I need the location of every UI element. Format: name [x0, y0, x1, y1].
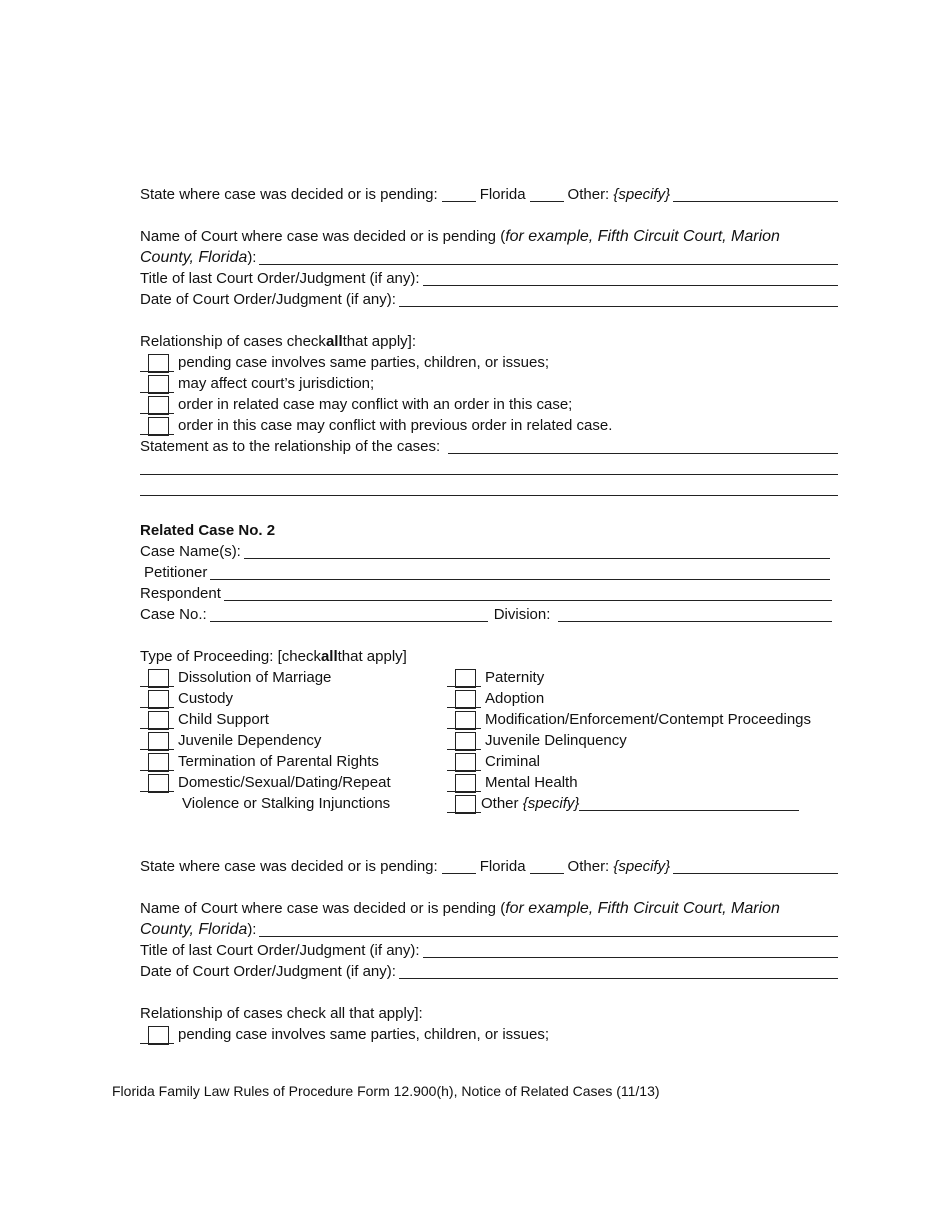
- proceeding-option: [447, 729, 838, 750]
- florida-label: Florida: [479, 186, 526, 203]
- court-example: for example, Fifth Circuit Court, Marion: [505, 228, 780, 245]
- proceeding-label: Child Support: [178, 711, 269, 728]
- proceeding-option: [140, 666, 447, 687]
- respondent-field[interactable]: [224, 586, 832, 601]
- form-body: [140, 183, 838, 1044]
- florida-blank[interactable]: [442, 187, 476, 202]
- proceeding-label: Juvenile Delinquency: [485, 732, 627, 749]
- other-label: Other:: [567, 858, 610, 875]
- relationship-item: [140, 351, 838, 372]
- proceeding-option: [140, 687, 447, 708]
- court-line-1: [140, 225, 838, 246]
- statement-line-3: [140, 477, 838, 498]
- proceeding-option-other: [447, 792, 838, 813]
- relationship-item: [140, 414, 838, 435]
- proceeding-option: [447, 771, 838, 792]
- relationship-heading: [140, 330, 838, 351]
- petitioner-label: Petitioner: [144, 564, 208, 581]
- relationship-item-label: pending case involves same parties, children, or issues;: [178, 1026, 550, 1043]
- proceeding-label: Criminal: [485, 753, 541, 770]
- specify-label: {specify}: [613, 858, 671, 875]
- title-line: [140, 939, 838, 960]
- court-example-cont: County, Florida: [140, 249, 248, 266]
- proceeding-label: Custody: [178, 690, 234, 707]
- case-names-field[interactable]: [244, 544, 830, 559]
- date-line: [140, 288, 838, 309]
- proceeding-label-cont: Violence or Stalking Injunctions: [182, 795, 391, 812]
- specify-label: {specify}: [613, 186, 671, 203]
- checkbox[interactable]: [140, 753, 174, 771]
- court-line-2: [140, 918, 838, 939]
- proceeding-label: Mental Health: [485, 774, 578, 791]
- type-label-bold: all: [320, 648, 338, 665]
- respondent-line: [140, 582, 838, 603]
- relationship-label-bold: all: [325, 333, 343, 350]
- checkbox[interactable]: [447, 795, 481, 813]
- checkbox[interactable]: [140, 669, 174, 687]
- type-heading: [140, 645, 838, 666]
- court-example-cont: County, Florida: [140, 921, 248, 938]
- relationship-item-label: order in related case may conflict with an order in this case;: [178, 396, 573, 413]
- relationship-item-label: order in this case may conflict with previous order in related case.: [178, 417, 613, 434]
- court-line-1: [140, 897, 838, 918]
- proceeding-option: [140, 708, 447, 729]
- court-name-field[interactable]: [259, 250, 838, 265]
- relationship-item: [140, 393, 838, 414]
- court-name-field[interactable]: [259, 922, 838, 937]
- order-title-field[interactable]: [423, 271, 838, 286]
- proceeding-label: Modification/Enforcement/Contempt Proceedings: [485, 711, 812, 728]
- order-date-field[interactable]: [399, 964, 838, 979]
- proceeding-option: [447, 750, 838, 771]
- order-title-field[interactable]: [423, 943, 838, 958]
- checkbox[interactable]: [140, 354, 174, 372]
- proceeding-option: [447, 687, 838, 708]
- checkbox[interactable]: [140, 1026, 174, 1044]
- date-label: Date of Court Order/Judgment (if any):: [140, 291, 396, 308]
- checkbox[interactable]: [140, 375, 174, 393]
- statement-field[interactable]: [140, 481, 838, 496]
- case-names-label: Case Name(s):: [140, 543, 241, 560]
- court-line-2: [140, 246, 838, 267]
- relationship-item-label: may affect court’s jurisdiction;: [178, 375, 375, 392]
- statement-field[interactable]: [448, 439, 838, 454]
- court-example: for example, Fifth Circuit Court, Marion: [505, 900, 780, 917]
- case-no-field[interactable]: [210, 607, 488, 622]
- proceeding-label: Adoption: [485, 690, 545, 707]
- other-type-field[interactable]: [579, 796, 799, 811]
- petitioner-field[interactable]: [210, 565, 830, 580]
- other-label: Other:: [567, 186, 610, 203]
- court-label: Name of Court where case was decided or is pending (: [140, 228, 506, 245]
- petitioner-line: [140, 561, 838, 582]
- checkbox[interactable]: [447, 774, 481, 792]
- checkbox[interactable]: [140, 417, 174, 435]
- court-close: ):: [247, 249, 257, 266]
- proceeding-label: Paternity: [485, 669, 545, 686]
- court-label: Name of Court where case was decided or is pending (: [140, 900, 506, 917]
- state-label: State where case was decided or is pending:: [140, 186, 438, 203]
- proceeding-label: Domestic/Sexual/Dating/Repeat: [178, 774, 391, 791]
- checkbox[interactable]: [447, 753, 481, 771]
- proceeding-option: [140, 750, 447, 771]
- proceeding-option: [140, 729, 447, 750]
- proceeding-types-left: [140, 666, 447, 813]
- state-other-field[interactable]: [673, 859, 838, 874]
- other-type-label: Other: [481, 795, 519, 812]
- relationship-label-pre: Relationship of cases check: [140, 333, 326, 350]
- respondent-label: Respondent: [140, 585, 221, 602]
- florida-blank[interactable]: [442, 859, 476, 874]
- other-type-specify: {specify}: [522, 795, 580, 812]
- relationship-heading: Relationship of cases check all that apply]:: [140, 1005, 423, 1022]
- title-label: Title of last Court Order/Judgment (if any):: [140, 942, 420, 959]
- relationship-item: [140, 1023, 838, 1044]
- proceeding-types-right: [447, 666, 838, 813]
- checkbox[interactable]: [140, 690, 174, 708]
- other-blank[interactable]: [530, 859, 564, 874]
- statement-field[interactable]: [140, 460, 838, 475]
- type-label-post: that apply]: [337, 648, 407, 665]
- court-close: ):: [247, 921, 257, 938]
- proceeding-label: Dissolution of Marriage: [178, 669, 332, 686]
- proceeding-option: [447, 666, 838, 687]
- checkbox[interactable]: [447, 690, 481, 708]
- statement-line-2: [140, 456, 838, 477]
- division-field[interactable]: [558, 607, 832, 622]
- proceeding-types: [140, 666, 838, 813]
- title-label: Title of last Court Order/Judgment (if any):: [140, 270, 420, 287]
- form-footer: Florida Family Law Rules of Procedure Form 12.900(h), Notice of Related Cases (11/13): [112, 1083, 660, 1099]
- case-names-line: [140, 540, 838, 561]
- state-other-field[interactable]: [673, 187, 838, 202]
- checkbox[interactable]: [140, 711, 174, 729]
- relationship-label-post: that apply]:: [342, 333, 417, 350]
- proceeding-label: Termination of Parental Rights: [178, 753, 379, 770]
- checkbox[interactable]: [140, 774, 174, 792]
- proceeding-option: [140, 771, 447, 792]
- date-line: [140, 960, 838, 981]
- statement-label: Statement as to the relationship of the cases:: [140, 438, 441, 455]
- date-label: Date of Court Order/Judgment (if any):: [140, 963, 396, 980]
- title-line: [140, 267, 838, 288]
- type-label-pre: Type of Proceeding: [check: [140, 648, 321, 665]
- checkbox[interactable]: [140, 732, 174, 750]
- proceeding-label: Juvenile Dependency: [178, 732, 322, 749]
- checkbox[interactable]: [447, 711, 481, 729]
- checkbox[interactable]: [140, 396, 174, 414]
- relationship-item: [140, 372, 838, 393]
- proceeding-option: [447, 708, 838, 729]
- state-label: State where case was decided or is pending:: [140, 858, 438, 875]
- division-label: Division:: [493, 606, 551, 623]
- state-line: [140, 855, 838, 876]
- statement-line: [140, 435, 838, 456]
- case-no-label: Case No.:: [140, 606, 207, 623]
- order-date-field[interactable]: [399, 292, 838, 307]
- case-no-line: [140, 603, 838, 624]
- related-case-heading: Related Case No. 2: [140, 522, 276, 539]
- checkbox[interactable]: [447, 732, 481, 750]
- checkbox[interactable]: [447, 669, 481, 687]
- state-line: [140, 183, 838, 204]
- relationship-item-label: pending case involves same parties, children, or issues;: [178, 354, 550, 371]
- other-blank[interactable]: [530, 187, 564, 202]
- florida-label: Florida: [479, 858, 526, 875]
